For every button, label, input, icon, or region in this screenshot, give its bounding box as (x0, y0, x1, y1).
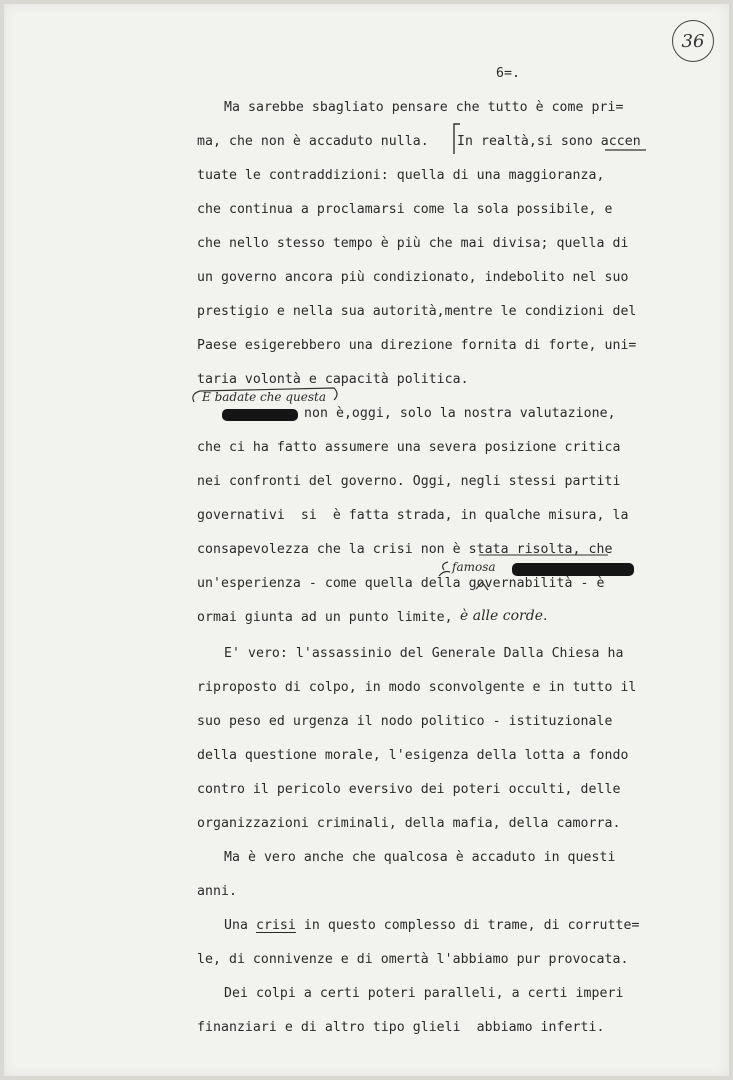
handwritten-insert-corde: è alle corde. (460, 608, 548, 624)
insertion-caret-famosa (439, 572, 488, 591)
text-line-8: Paese esigerebbero una direzione fornita di forte, uni= (197, 338, 637, 353)
insertion-arc-famosa (443, 562, 448, 570)
editorial-marks (4, 4, 729, 1076)
text-line-28: finanziari e di altro tipo glieli abbiamo inferti. (197, 1020, 605, 1035)
text-line-7: prestigio e nella sua autorità,mentre le condizioni del (197, 304, 637, 319)
text-line-19: suo peso ed urgenza il nodo politico - istituzionale (197, 714, 613, 729)
text-line-1: Ma sarebbe sbagliato pensare che tutto è come pri= (224, 100, 624, 115)
text-line-10: non è,oggi, solo la nostra valutazione, (304, 406, 616, 421)
text-line-11: che ci ha fatto assumere una severa posizione critica (197, 440, 621, 455)
text-line-23: Ma è vero anche che qualcosa è accaduto in questi (224, 850, 616, 865)
text-line-20: della questione morale, l'esigenza della lotta a fondo (197, 748, 629, 763)
folio-stamp: 36 (672, 20, 714, 62)
text-line-26: le, di connivenze e di omertà l'abbiamo pur provocata. (197, 952, 629, 967)
text-line-2a: ma, che non è accaduto nulla. (197, 134, 429, 149)
text-line-2b: In realtà,si sono accen (457, 134, 641, 149)
underlined-word-crisi: crisi (255, 918, 296, 933)
handwritten-insert-famosa: famosa (452, 560, 496, 574)
text-line-5: che nello stesso tempo è più che mai divisa; quella di (197, 236, 629, 251)
text-line-9: taria volontà e capacità politica. (197, 372, 469, 387)
text-line-24: anni. (197, 884, 237, 899)
text-line-3: tuate le contraddizioni: quella di una maggioranza, (197, 168, 605, 183)
text-line-14: consapevolezza che la crisi non è stata risolta, che (197, 542, 613, 557)
text-line-4: che continua a proclamarsi come la sola possibile, e (197, 202, 613, 217)
bracket-mark (454, 124, 460, 154)
text-line-25-start: Una (224, 918, 256, 933)
text-line-22: organizzazioni criminali, della mafia, della camorra. (197, 816, 621, 831)
text-line-12: nei confronti del governo. Oggi, negli stessi partiti (197, 474, 621, 489)
text-line-21: contro il pericolo eversivo dei poteri occulti, delle (197, 782, 621, 797)
text-line-16: ormai giunta ad un punto limite, (197, 610, 453, 625)
handwritten-insert-badate: E badate che questa (202, 390, 326, 404)
text-line-25-end: in questo complesso di trame, di corrutte= (295, 918, 640, 933)
text-line-6: un governo ancora più condizionato, indebolito nel suo (197, 270, 629, 285)
text-line-27: Dei colpi a certi poteri paralleli, a certi imperi (224, 986, 624, 1001)
text-line-13: governativi si è fatta strada, in qualche misura, la (197, 508, 629, 523)
text-line-15: un'esperienza - come quella della governabilità - è (197, 576, 605, 591)
insertion-arc-badate (193, 388, 337, 402)
text-line-17: E' vero: l'assassinio del Generale Dalla Chiesa ha (224, 646, 624, 661)
page-number: 6=. (496, 66, 520, 81)
document-page (4, 4, 729, 1076)
text-line-18: riproposto di colpo, in modo sconvolgente e in tutto il (197, 680, 637, 695)
